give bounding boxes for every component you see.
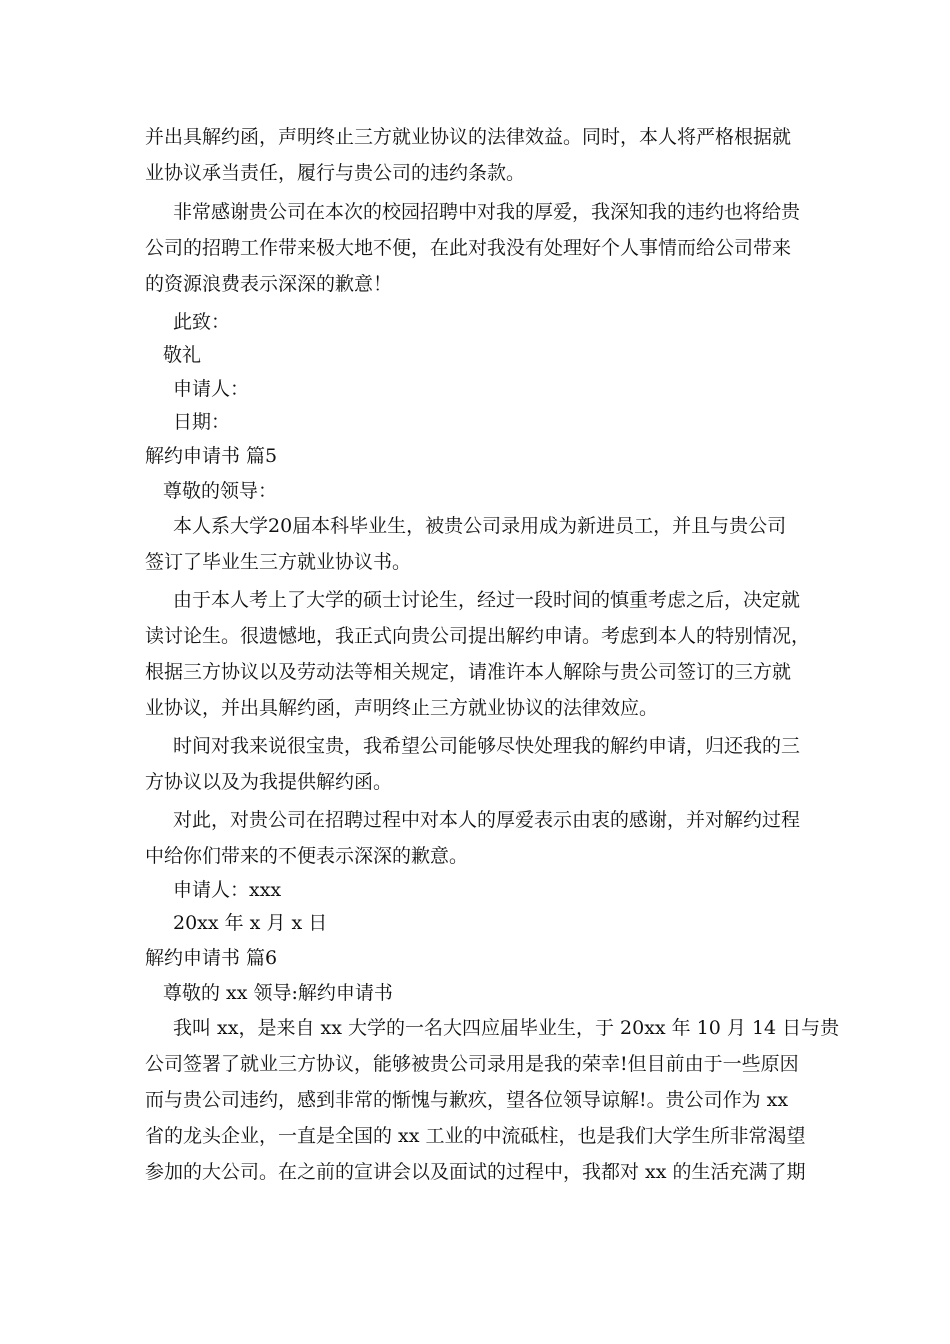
text-line: 20xx 年 x 月 x 日 bbox=[173, 912, 328, 934]
text-line: 省的龙头企业，一直是全国的 xx 工业的中流砥柱，也是我们大学生所非常渴望 bbox=[145, 1125, 806, 1147]
text-line: 非常感谢贵公司在本次的校园招聘中对我的厚爱，我深知我的违约也将给贵 bbox=[173, 201, 801, 223]
text-line: 对此，对贵公司在招聘过程中对本人的厚爱表示由衷的感谢，并对解约过程 bbox=[173, 809, 801, 831]
text-line: 日期： bbox=[173, 411, 231, 433]
text-line: 的资源浪费表示深深的歉意！ bbox=[145, 273, 393, 295]
text-line: 申请人： bbox=[173, 378, 250, 400]
text-line: 参加的大公司。在之前的宣讲会以及面试的过程中，我都对 xx 的生活充满了期 bbox=[145, 1161, 806, 1183]
text-line: 尊敬的 xx 领导:解约申请书 bbox=[163, 982, 393, 1004]
text-line: 并出具解约函，声明终止三方就业协议的法律效益。同时，本人将严格根据就 bbox=[145, 126, 792, 148]
text-line: 公司签署了就业三方协议，能够被贵公司录用是我的荣幸!但目前由于一些原因 bbox=[145, 1053, 799, 1075]
text-line: 申请人：xxx bbox=[173, 879, 282, 901]
text-line: 业协议承当责任，履行与贵公司的违约条款。 bbox=[145, 162, 526, 184]
text-line: 根据三方协议以及劳动法等相关规定，请准许本人解除与贵公司签订的三方就 bbox=[145, 661, 792, 683]
text-line: 尊敬的领导： bbox=[163, 480, 278, 502]
text-line: 由于本人考上了大学的硕士讨论生，经过一段时间的慎重考虑之后，决定就 bbox=[173, 589, 801, 611]
text-line: 此致： bbox=[173, 311, 231, 333]
text-line: 中给你们带来的不便表示深深的歉意。 bbox=[145, 845, 469, 867]
text-line: 时间对我来说很宝贵，我希望公司能够尽快处理我的解约申请，归还我的三 bbox=[173, 735, 801, 757]
section-heading: 解约申请书 篇5 bbox=[145, 445, 278, 467]
text-line: 公司的招聘工作带来极大地不便，在此对我没有处理好个人事情而给公司带来 bbox=[145, 237, 792, 259]
text-line: 本人系大学20届本科毕业生，被贵公司录用成为新进员工，并且与贵公司 bbox=[173, 515, 787, 537]
text-line: 签订了毕业生三方就业协议书。 bbox=[145, 551, 412, 573]
text-line: 我叫 xx，是来自 xx 大学的一名大四应届毕业生，于 20xx 年 10 月 14 日与贵 bbox=[173, 1017, 840, 1039]
text-line: 而与贵公司违约，感到非常的惭愧与歉疚，望各位领导谅解!。贵公司作为 xx bbox=[145, 1089, 789, 1111]
text-line: 方协议以及为我提供解约函。 bbox=[145, 771, 393, 793]
text-line: 业协议，并出具解约函，声明终止三方就业协议的法律效应。 bbox=[145, 697, 659, 719]
section-heading: 解约申请书 篇6 bbox=[145, 947, 278, 969]
text-line: 敬礼 bbox=[163, 344, 202, 366]
text-line: 读讨论生。很遗憾地，我正式向贵公司提出解约申请。考虑到本人的特别情况， bbox=[145, 625, 811, 647]
